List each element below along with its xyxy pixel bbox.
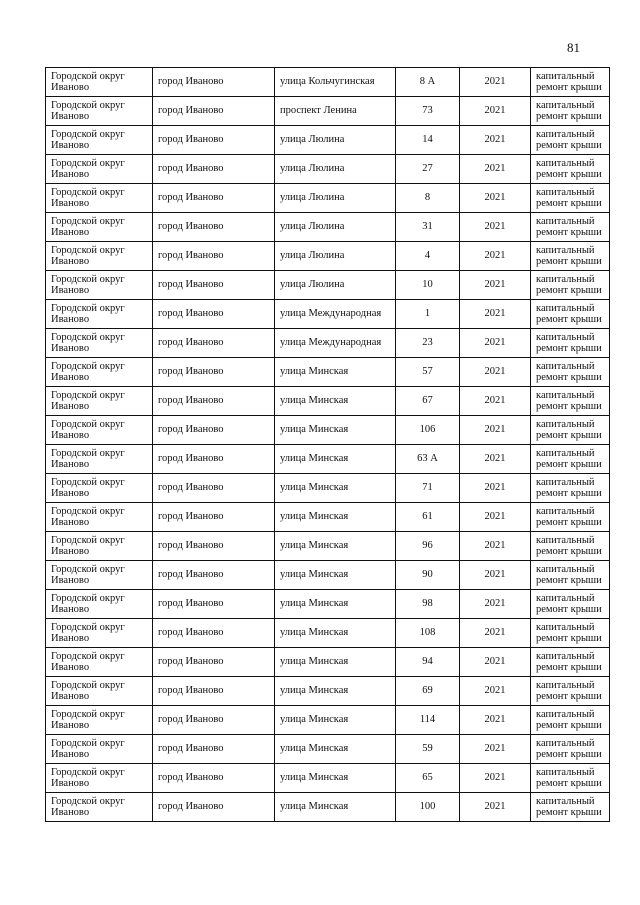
house-number-cell: 69 <box>396 677 460 706</box>
street-cell: улица Минская <box>275 590 396 619</box>
street-cell: улица Международная <box>275 329 396 358</box>
district-cell <box>46 184 153 213</box>
district-cell <box>46 706 153 735</box>
district-line: Городской округ <box>51 360 125 372</box>
work-type-cell <box>531 126 610 155</box>
district-line: Городской округ <box>51 447 125 459</box>
district-line: Иваново <box>51 546 90 557</box>
table-row <box>46 474 610 503</box>
work-type-line: ремонт крыши <box>536 807 602 818</box>
district-line: Городской округ <box>51 302 125 314</box>
table-row <box>46 793 610 822</box>
district-cell <box>46 735 153 764</box>
district-line: Городской округ <box>51 766 125 778</box>
street-cell: улица Минская <box>275 416 396 445</box>
district-line: Городской округ <box>51 679 125 691</box>
work-type-line: ремонт крыши <box>536 372 602 383</box>
work-type-line: ремонт крыши <box>536 314 602 325</box>
year-cell: 2021 <box>460 97 531 126</box>
street-cell: улица Международная <box>275 300 396 329</box>
work-type-line: ремонт крыши <box>536 459 602 470</box>
work-type-line: ремонт крыши <box>536 430 602 441</box>
city-cell: город Иваново <box>153 532 275 561</box>
work-type-cell <box>531 329 610 358</box>
table-row <box>46 735 610 764</box>
year-cell: 2021 <box>460 532 531 561</box>
street-cell: улица Минская <box>275 648 396 677</box>
house-number-cell: 4 <box>396 242 460 271</box>
work-type-cell <box>531 184 610 213</box>
district-line: Иваново <box>51 169 90 180</box>
district-line: Городской округ <box>51 592 125 604</box>
city-cell: город Иваново <box>153 764 275 793</box>
table-row <box>46 213 610 242</box>
table-row <box>46 126 610 155</box>
work-type-line: капитальный <box>536 302 595 314</box>
district-line: Городской округ <box>51 99 125 111</box>
work-type-line: ремонт крыши <box>536 401 602 412</box>
table-row <box>46 329 610 358</box>
work-type-cell <box>531 445 610 474</box>
year-cell: 2021 <box>460 242 531 271</box>
district-line: Городской округ <box>51 215 125 227</box>
work-type-line: капитальный <box>536 737 595 749</box>
street-cell: улица Минская <box>275 793 396 822</box>
city-cell: город Иваново <box>153 184 275 213</box>
table-row <box>46 97 610 126</box>
district-cell <box>46 764 153 793</box>
work-type-line: капитальный <box>536 244 595 256</box>
work-type-cell <box>531 68 610 97</box>
district-line: Городской округ <box>51 244 125 256</box>
work-type-line: ремонт крыши <box>536 575 602 586</box>
work-type-line: ремонт крыши <box>536 256 602 267</box>
house-number-cell: 31 <box>396 213 460 242</box>
year-cell: 2021 <box>460 764 531 793</box>
district-line: Городской округ <box>51 157 125 169</box>
house-number-cell: 73 <box>396 97 460 126</box>
street-cell: улица Минская <box>275 445 396 474</box>
district-line: Городской округ <box>51 534 125 546</box>
house-number-cell: 61 <box>396 503 460 532</box>
district-cell <box>46 445 153 474</box>
year-cell: 2021 <box>460 155 531 184</box>
house-number-cell: 100 <box>396 793 460 822</box>
work-type-line: капитальный <box>536 766 595 778</box>
work-type-cell <box>531 590 610 619</box>
house-number-cell: 67 <box>396 387 460 416</box>
city-cell: город Иваново <box>153 329 275 358</box>
city-cell: город Иваново <box>153 271 275 300</box>
house-number-cell: 90 <box>396 561 460 590</box>
work-type-line: капитальный <box>536 679 595 691</box>
city-cell: город Иваново <box>153 503 275 532</box>
district-line: Иваново <box>51 575 90 586</box>
work-type-cell <box>531 242 610 271</box>
district-line: Иваново <box>51 633 90 644</box>
work-type-cell <box>531 213 610 242</box>
table-row <box>46 503 610 532</box>
work-type-line: капитальный <box>536 563 595 575</box>
street-cell: улица Люлина <box>275 155 396 184</box>
work-type-line: ремонт крыши <box>536 546 602 557</box>
work-type-cell <box>531 300 610 329</box>
work-type-line: ремонт крыши <box>536 662 602 673</box>
table-row <box>46 619 610 648</box>
street-cell: улица Минская <box>275 532 396 561</box>
work-type-line: капитальный <box>536 70 595 82</box>
district-cell <box>46 590 153 619</box>
house-number-cell: 27 <box>396 155 460 184</box>
street-cell: улица Минская <box>275 387 396 416</box>
table-row <box>46 677 610 706</box>
district-line: Иваново <box>51 517 90 528</box>
district-line: Городской округ <box>51 621 125 633</box>
city-cell: город Иваново <box>153 213 275 242</box>
street-cell: улица Люлина <box>275 271 396 300</box>
district-line: Иваново <box>51 662 90 673</box>
year-cell: 2021 <box>460 300 531 329</box>
year-cell: 2021 <box>460 387 531 416</box>
year-cell: 2021 <box>460 561 531 590</box>
district-cell <box>46 97 153 126</box>
work-type-line: капитальный <box>536 389 595 401</box>
city-cell: город Иваново <box>153 590 275 619</box>
district-cell <box>46 242 153 271</box>
street-cell: улица Люлина <box>275 126 396 155</box>
street-cell: улица Минская <box>275 619 396 648</box>
work-type-line: капитальный <box>536 708 595 720</box>
table-row <box>46 271 610 300</box>
street-cell: улица Люлина <box>275 242 396 271</box>
city-cell: город Иваново <box>153 300 275 329</box>
table-row <box>46 445 610 474</box>
work-type-line: капитальный <box>536 505 595 517</box>
district-line: Иваново <box>51 343 90 354</box>
work-type-line: ремонт крыши <box>536 82 602 93</box>
district-line: Городской округ <box>51 795 125 807</box>
district-line: Городской округ <box>51 273 125 285</box>
district-cell <box>46 677 153 706</box>
year-cell: 2021 <box>460 503 531 532</box>
street-cell: улица Кольчугинская <box>275 68 396 97</box>
work-type-line: капитальный <box>536 128 595 140</box>
page-number: 81 <box>567 40 580 55</box>
work-type-line: ремонт крыши <box>536 227 602 238</box>
district-line: Иваново <box>51 111 90 122</box>
year-cell: 2021 <box>460 474 531 503</box>
work-type-line: ремонт крыши <box>536 749 602 760</box>
house-number-cell: 106 <box>396 416 460 445</box>
house-number-cell: 10 <box>396 271 460 300</box>
work-type-line: ремонт крыши <box>536 198 602 209</box>
district-line: Иваново <box>51 198 90 209</box>
district-line: Городской округ <box>51 737 125 749</box>
street-cell: улица Минская <box>275 706 396 735</box>
work-type-line: капитальный <box>536 650 595 662</box>
address-table <box>45 67 610 822</box>
city-cell: город Иваново <box>153 677 275 706</box>
work-type-cell <box>531 97 610 126</box>
house-number-cell: 23 <box>396 329 460 358</box>
year-cell: 2021 <box>460 184 531 213</box>
work-type-line: капитальный <box>536 418 595 430</box>
work-type-cell <box>531 416 610 445</box>
house-number-cell: 98 <box>396 590 460 619</box>
district-line: Городской округ <box>51 128 125 140</box>
street-cell: улица Минская <box>275 561 396 590</box>
district-line: Иваново <box>51 82 90 93</box>
table-body <box>46 68 610 822</box>
city-cell: город Иваново <box>153 126 275 155</box>
table-row <box>46 590 610 619</box>
year-cell: 2021 <box>460 358 531 387</box>
district-line: Иваново <box>51 430 90 441</box>
city-cell: город Иваново <box>153 474 275 503</box>
district-line: Городской округ <box>51 331 125 343</box>
year-cell: 2021 <box>460 329 531 358</box>
city-cell: город Иваново <box>153 387 275 416</box>
street-cell: улица Минская <box>275 503 396 532</box>
work-type-cell <box>531 358 610 387</box>
table-row <box>46 706 610 735</box>
city-cell: город Иваново <box>153 68 275 97</box>
table-row <box>46 155 610 184</box>
year-cell: 2021 <box>460 648 531 677</box>
work-type-cell <box>531 793 610 822</box>
district-cell <box>46 300 153 329</box>
city-cell: город Иваново <box>153 416 275 445</box>
house-number-cell: 108 <box>396 619 460 648</box>
table-row <box>46 358 610 387</box>
work-type-cell <box>531 387 610 416</box>
work-type-line: ремонт крыши <box>536 488 602 499</box>
house-number-cell: 63 А <box>396 445 460 474</box>
work-type-line: капитальный <box>536 273 595 285</box>
work-type-cell <box>531 271 610 300</box>
district-line: Иваново <box>51 749 90 760</box>
district-cell <box>46 68 153 97</box>
district-cell <box>46 503 153 532</box>
table-row <box>46 416 610 445</box>
city-cell: город Иваново <box>153 242 275 271</box>
district-line: Городской округ <box>51 650 125 662</box>
district-cell <box>46 271 153 300</box>
street-cell: проспект Ленина <box>275 97 396 126</box>
district-line: Иваново <box>51 720 90 731</box>
work-type-line: капитальный <box>536 186 595 198</box>
city-cell: город Иваново <box>153 97 275 126</box>
house-number-cell: 59 <box>396 735 460 764</box>
street-cell: улица Минская <box>275 677 396 706</box>
district-line: Иваново <box>51 807 90 818</box>
work-type-line: ремонт крыши <box>536 720 602 731</box>
city-cell: город Иваново <box>153 561 275 590</box>
work-type-line: капитальный <box>536 592 595 604</box>
work-type-line: ремонт крыши <box>536 111 602 122</box>
year-cell: 2021 <box>460 213 531 242</box>
work-type-line: капитальный <box>536 476 595 488</box>
district-line: Городской округ <box>51 418 125 430</box>
district-line: Городской округ <box>51 505 125 517</box>
district-cell <box>46 387 153 416</box>
year-cell: 2021 <box>460 416 531 445</box>
district-cell <box>46 648 153 677</box>
work-type-cell <box>531 474 610 503</box>
city-cell: город Иваново <box>153 735 275 764</box>
street-cell: улица Минская <box>275 764 396 793</box>
work-type-cell <box>531 677 610 706</box>
district-line: Иваново <box>51 314 90 325</box>
work-type-line: ремонт крыши <box>536 691 602 702</box>
work-type-cell <box>531 735 610 764</box>
street-cell: улица Минская <box>275 358 396 387</box>
work-type-cell <box>531 561 610 590</box>
district-cell <box>46 358 153 387</box>
table-row <box>46 648 610 677</box>
district-cell <box>46 416 153 445</box>
work-type-line: ремонт крыши <box>536 140 602 151</box>
house-number-cell: 114 <box>396 706 460 735</box>
city-cell: город Иваново <box>153 648 275 677</box>
district-line: Иваново <box>51 691 90 702</box>
district-cell <box>46 561 153 590</box>
work-type-cell <box>531 155 610 184</box>
work-type-line: капитальный <box>536 215 595 227</box>
district-line: Иваново <box>51 140 90 151</box>
work-type-cell <box>531 503 610 532</box>
work-type-line: капитальный <box>536 447 595 459</box>
table-row <box>46 68 610 97</box>
district-line: Иваново <box>51 401 90 412</box>
city-cell: город Иваново <box>153 619 275 648</box>
street-cell: улица Минская <box>275 474 396 503</box>
year-cell: 2021 <box>460 619 531 648</box>
district-line: Иваново <box>51 488 90 499</box>
work-type-line: ремонт крыши <box>536 604 602 615</box>
district-line: Городской округ <box>51 389 125 401</box>
district-line: Иваново <box>51 778 90 789</box>
year-cell: 2021 <box>460 735 531 764</box>
street-cell: улица Люлина <box>275 184 396 213</box>
district-cell <box>46 474 153 503</box>
street-cell: улица Люлина <box>275 213 396 242</box>
table-row <box>46 764 610 793</box>
city-cell: город Иваново <box>153 358 275 387</box>
work-type-cell <box>531 532 610 561</box>
house-number-cell: 1 <box>396 300 460 329</box>
year-cell: 2021 <box>460 677 531 706</box>
work-type-line: ремонт крыши <box>536 517 602 528</box>
year-cell: 2021 <box>460 590 531 619</box>
year-cell: 2021 <box>460 126 531 155</box>
district-cell <box>46 155 153 184</box>
table-row <box>46 387 610 416</box>
house-number-cell: 57 <box>396 358 460 387</box>
work-type-line: ремонт крыши <box>536 285 602 296</box>
house-number-cell: 96 <box>396 532 460 561</box>
district-line: Иваново <box>51 285 90 296</box>
district-cell <box>46 126 153 155</box>
year-cell: 2021 <box>460 68 531 97</box>
year-cell: 2021 <box>460 445 531 474</box>
house-number-cell: 94 <box>396 648 460 677</box>
district-line: Иваново <box>51 227 90 238</box>
district-line: Городской округ <box>51 186 125 198</box>
work-type-cell <box>531 764 610 793</box>
year-cell: 2021 <box>460 706 531 735</box>
work-type-line: капитальный <box>536 331 595 343</box>
table-row <box>46 242 610 271</box>
district-cell <box>46 793 153 822</box>
city-cell: город Иваново <box>153 445 275 474</box>
work-type-line: ремонт крыши <box>536 778 602 789</box>
table-row <box>46 184 610 213</box>
table-row <box>46 532 610 561</box>
city-cell: город Иваново <box>153 155 275 184</box>
work-type-line: ремонт крыши <box>536 169 602 180</box>
house-number-cell: 14 <box>396 126 460 155</box>
work-type-line: капитальный <box>536 360 595 372</box>
district-line: Городской округ <box>51 563 125 575</box>
work-type-line: капитальный <box>536 795 595 807</box>
district-line: Городской округ <box>51 708 125 720</box>
district-cell <box>46 532 153 561</box>
year-cell: 2021 <box>460 793 531 822</box>
house-number-cell: 8 А <box>396 68 460 97</box>
city-cell: город Иваново <box>153 793 275 822</box>
work-type-cell <box>531 706 610 735</box>
district-line: Иваново <box>51 459 90 470</box>
work-type-line: ремонт крыши <box>536 343 602 354</box>
street-cell: улица Минская <box>275 735 396 764</box>
district-line: Городской округ <box>51 70 125 82</box>
work-type-line: капитальный <box>536 99 595 111</box>
table-row <box>46 300 610 329</box>
district-cell <box>46 619 153 648</box>
district-cell <box>46 213 153 242</box>
district-line: Иваново <box>51 256 90 267</box>
work-type-line: ремонт крыши <box>536 633 602 644</box>
house-number-cell: 71 <box>396 474 460 503</box>
district-line: Городской округ <box>51 476 125 488</box>
house-number-cell: 8 <box>396 184 460 213</box>
work-type-line: капитальный <box>536 534 595 546</box>
work-type-line: капитальный <box>536 157 595 169</box>
work-type-cell <box>531 648 610 677</box>
year-cell: 2021 <box>460 271 531 300</box>
district-line: Иваново <box>51 372 90 383</box>
house-number-cell: 65 <box>396 764 460 793</box>
district-cell <box>46 329 153 358</box>
table-row <box>46 561 610 590</box>
district-line: Иваново <box>51 604 90 615</box>
work-type-line: капитальный <box>536 621 595 633</box>
work-type-cell <box>531 619 610 648</box>
city-cell: город Иваново <box>153 706 275 735</box>
